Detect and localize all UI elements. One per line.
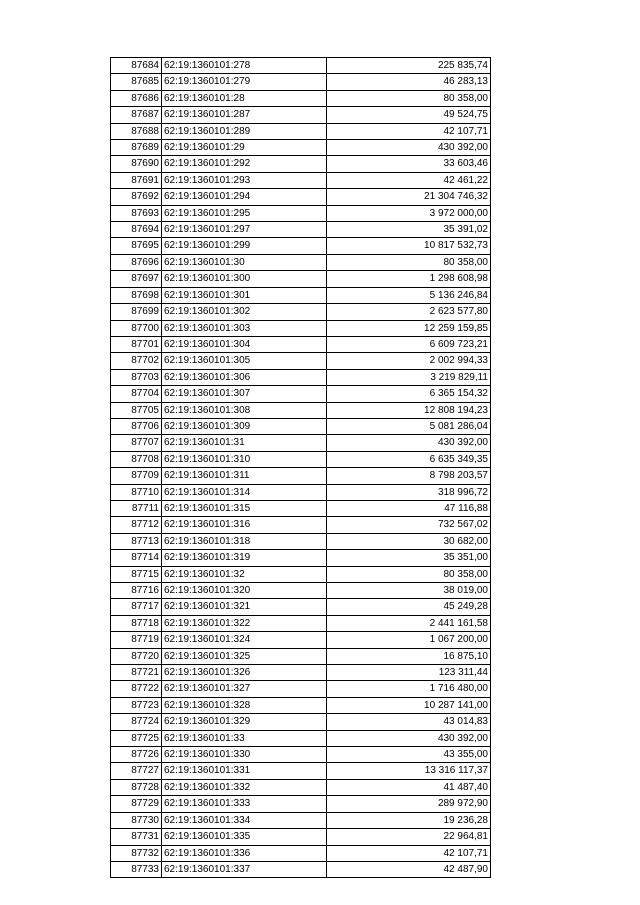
cadastral-number-cell: 62:19:1360101:319 bbox=[162, 550, 327, 566]
row-number-cell: 87711 bbox=[111, 500, 162, 516]
cadastral-value-cell: 45 249,28 bbox=[327, 599, 491, 615]
table-row bbox=[111, 140, 491, 156]
table-row bbox=[111, 747, 491, 763]
cadastral-value-cell: 430 392,00 bbox=[327, 140, 491, 156]
row-number-cell: 87686 bbox=[111, 90, 162, 106]
cadastral-number-cell: 62:19:1360101:33 bbox=[162, 730, 327, 746]
table-row bbox=[111, 779, 491, 795]
cadastral-value-cell: 47 116,88 bbox=[327, 500, 491, 516]
table-row bbox=[111, 861, 491, 877]
row-number-cell: 87717 bbox=[111, 599, 162, 615]
cadastral-value-cell: 46 283,13 bbox=[327, 74, 491, 90]
cadastral-number-cell: 62:19:1360101:279 bbox=[162, 74, 327, 90]
cadastral-number-cell: 62:19:1360101:305 bbox=[162, 353, 327, 369]
cadastral-value-cell: 8 798 203,57 bbox=[327, 468, 491, 484]
table-row bbox=[111, 254, 491, 270]
row-number-cell: 87718 bbox=[111, 615, 162, 631]
cadastral-value-cell: 1 298 608,98 bbox=[327, 271, 491, 287]
table-row bbox=[111, 271, 491, 287]
cadastral-value-cell: 38 019,00 bbox=[327, 583, 491, 599]
row-number-cell: 87695 bbox=[111, 238, 162, 254]
cadastral-value-cell: 318 996,72 bbox=[327, 484, 491, 500]
table-row bbox=[111, 714, 491, 730]
table-row bbox=[111, 205, 491, 221]
cadastral-value-cell: 3 219 829,11 bbox=[327, 369, 491, 385]
cadastral-number-cell: 62:19:1360101:308 bbox=[162, 402, 327, 418]
cadastral-number-cell: 62:19:1360101:324 bbox=[162, 632, 327, 648]
cadastral-number-cell: 62:19:1360101:329 bbox=[162, 714, 327, 730]
cadastral-number-cell: 62:19:1360101:311 bbox=[162, 468, 327, 484]
row-number-cell: 87713 bbox=[111, 533, 162, 549]
row-number-cell: 87687 bbox=[111, 107, 162, 123]
cadastral-number-cell: 62:19:1360101:307 bbox=[162, 386, 327, 402]
table-row bbox=[111, 599, 491, 615]
cadastral-value-cell: 10 817 532,73 bbox=[327, 238, 491, 254]
table-row bbox=[111, 238, 491, 254]
table-row bbox=[111, 369, 491, 385]
table-row bbox=[111, 681, 491, 697]
table-row bbox=[111, 484, 491, 500]
table-row bbox=[111, 812, 491, 828]
cadastral-value-cell: 43 355,00 bbox=[327, 747, 491, 763]
table-row bbox=[111, 222, 491, 238]
cadastral-number-cell: 62:19:1360101:31 bbox=[162, 435, 327, 451]
row-number-cell: 87689 bbox=[111, 140, 162, 156]
cadastral-number-cell: 62:19:1360101:316 bbox=[162, 517, 327, 533]
cadastral-number-cell: 62:19:1360101:322 bbox=[162, 615, 327, 631]
table-row bbox=[111, 615, 491, 631]
cadastral-value-cell: 22 964,81 bbox=[327, 829, 491, 845]
cadastral-value-cell: 35 351,00 bbox=[327, 550, 491, 566]
cadastral-value-cell: 3 972 000,00 bbox=[327, 205, 491, 221]
cadastral-number-cell: 62:19:1360101:29 bbox=[162, 140, 327, 156]
row-number-cell: 87688 bbox=[111, 123, 162, 139]
table-row bbox=[111, 156, 491, 172]
cadastral-number-cell: 62:19:1360101:337 bbox=[162, 861, 327, 877]
row-number-cell: 87697 bbox=[111, 271, 162, 287]
row-number-cell: 87729 bbox=[111, 796, 162, 812]
cadastral-value-cell: 43 014,83 bbox=[327, 714, 491, 730]
table-row bbox=[111, 648, 491, 664]
table-row bbox=[111, 665, 491, 681]
cadastral-value-cell: 33 603,46 bbox=[327, 156, 491, 172]
cadastral-value-cell: 6 365 154,32 bbox=[327, 386, 491, 402]
row-number-cell: 87705 bbox=[111, 402, 162, 418]
cadastral-value-cell: 1 716 480,00 bbox=[327, 681, 491, 697]
cadastral-number-cell: 62:19:1360101:293 bbox=[162, 172, 327, 188]
row-number-cell: 87723 bbox=[111, 697, 162, 713]
cadastral-number-cell: 62:19:1360101:287 bbox=[162, 107, 327, 123]
row-number-cell: 87706 bbox=[111, 418, 162, 434]
row-number-cell: 87725 bbox=[111, 730, 162, 746]
table-row bbox=[111, 517, 491, 533]
cadastral-value-cell: 16 875,10 bbox=[327, 648, 491, 664]
row-number-cell: 87709 bbox=[111, 468, 162, 484]
row-number-cell: 87712 bbox=[111, 517, 162, 533]
row-number-cell: 87726 bbox=[111, 747, 162, 763]
row-number-cell: 87691 bbox=[111, 172, 162, 188]
cadastral-value-cell: 12 259 159,85 bbox=[327, 320, 491, 336]
cadastral-value-cell: 5 136 246,84 bbox=[327, 287, 491, 303]
cadastral-value-cell: 6 635 349,35 bbox=[327, 451, 491, 467]
cadastral-number-cell: 62:19:1360101:300 bbox=[162, 271, 327, 287]
table-row bbox=[111, 632, 491, 648]
cadastral-value-cell: 80 358,00 bbox=[327, 254, 491, 270]
row-number-cell: 87703 bbox=[111, 369, 162, 385]
row-number-cell: 87694 bbox=[111, 222, 162, 238]
cadastral-number-cell: 62:19:1360101:336 bbox=[162, 845, 327, 861]
table-row bbox=[111, 418, 491, 434]
cadastral-number-cell: 62:19:1360101:320 bbox=[162, 583, 327, 599]
row-number-cell: 87707 bbox=[111, 435, 162, 451]
row-number-cell: 87727 bbox=[111, 763, 162, 779]
cadastral-number-cell: 62:19:1360101:32 bbox=[162, 566, 327, 582]
cadastral-number-cell: 62:19:1360101:325 bbox=[162, 648, 327, 664]
table-row bbox=[111, 107, 491, 123]
cadastral-value-cell: 2 441 161,58 bbox=[327, 615, 491, 631]
table-row bbox=[111, 500, 491, 516]
row-number-cell: 87701 bbox=[111, 336, 162, 352]
cadastral-number-cell: 62:19:1360101:332 bbox=[162, 779, 327, 795]
row-number-cell: 87710 bbox=[111, 484, 162, 500]
row-number-cell: 87699 bbox=[111, 304, 162, 320]
cadastral-number-cell: 62:19:1360101:314 bbox=[162, 484, 327, 500]
row-number-cell: 87685 bbox=[111, 74, 162, 90]
row-number-cell: 87692 bbox=[111, 189, 162, 205]
cadastral-number-cell: 62:19:1360101:302 bbox=[162, 304, 327, 320]
table-row bbox=[111, 353, 491, 369]
cadastral-number-cell: 62:19:1360101:303 bbox=[162, 320, 327, 336]
cadastral-number-cell: 62:19:1360101:292 bbox=[162, 156, 327, 172]
table-row bbox=[111, 796, 491, 812]
cadastral-value-cell: 430 392,00 bbox=[327, 435, 491, 451]
cadastral-number-cell: 62:19:1360101:289 bbox=[162, 123, 327, 139]
cadastral-number-cell: 62:19:1360101:294 bbox=[162, 189, 327, 205]
cadastral-number-cell: 62:19:1360101:309 bbox=[162, 418, 327, 434]
cadastral-value-cell: 30 682,00 bbox=[327, 533, 491, 549]
cadastral-value-cell: 12 808 194,23 bbox=[327, 402, 491, 418]
row-number-cell: 87731 bbox=[111, 829, 162, 845]
cadastral-value-cell: 19 236,28 bbox=[327, 812, 491, 828]
table-row bbox=[111, 58, 491, 74]
cadastral-value-table bbox=[110, 57, 491, 878]
cadastral-number-cell: 62:19:1360101:321 bbox=[162, 599, 327, 615]
table-row bbox=[111, 468, 491, 484]
table-row bbox=[111, 566, 491, 582]
table-row bbox=[111, 287, 491, 303]
table-row bbox=[111, 730, 491, 746]
cadastral-value-cell: 5 081 286,04 bbox=[327, 418, 491, 434]
cadastral-value-cell: 42 107,71 bbox=[327, 123, 491, 139]
row-number-cell: 87700 bbox=[111, 320, 162, 336]
row-number-cell: 87733 bbox=[111, 861, 162, 877]
cadastral-number-cell: 62:19:1360101:301 bbox=[162, 287, 327, 303]
cadastral-number-cell: 62:19:1360101:30 bbox=[162, 254, 327, 270]
cadastral-number-cell: 62:19:1360101:333 bbox=[162, 796, 327, 812]
table-row bbox=[111, 386, 491, 402]
cadastral-number-cell: 62:19:1360101:335 bbox=[162, 829, 327, 845]
cadastral-value-cell: 80 358,00 bbox=[327, 90, 491, 106]
cadastral-number-cell: 62:19:1360101:304 bbox=[162, 336, 327, 352]
row-number-cell: 87732 bbox=[111, 845, 162, 861]
row-number-cell: 87698 bbox=[111, 287, 162, 303]
cadastral-value-cell: 430 392,00 bbox=[327, 730, 491, 746]
row-number-cell: 87730 bbox=[111, 812, 162, 828]
cadastral-number-cell: 62:19:1360101:306 bbox=[162, 369, 327, 385]
cadastral-number-cell: 62:19:1360101:330 bbox=[162, 747, 327, 763]
cadastral-value-cell: 289 972,90 bbox=[327, 796, 491, 812]
cadastral-value-cell: 80 358,00 bbox=[327, 566, 491, 582]
row-number-cell: 87721 bbox=[111, 665, 162, 681]
cadastral-value-cell: 10 287 141,00 bbox=[327, 697, 491, 713]
table-row bbox=[111, 451, 491, 467]
row-number-cell: 87716 bbox=[111, 583, 162, 599]
row-number-cell: 87696 bbox=[111, 254, 162, 270]
table-row bbox=[111, 583, 491, 599]
row-number-cell: 87728 bbox=[111, 779, 162, 795]
table-row bbox=[111, 402, 491, 418]
row-number-cell: 87702 bbox=[111, 353, 162, 369]
cadastral-value-cell: 49 524,75 bbox=[327, 107, 491, 123]
cadastral-value-cell: 42 107,71 bbox=[327, 845, 491, 861]
row-number-cell: 87708 bbox=[111, 451, 162, 467]
table-row bbox=[111, 435, 491, 451]
row-number-cell: 87722 bbox=[111, 681, 162, 697]
cadastral-value-cell: 42 487,90 bbox=[327, 861, 491, 877]
table-row bbox=[111, 550, 491, 566]
cadastral-value-cell: 41 487,40 bbox=[327, 779, 491, 795]
cadastral-value-cell: 1 067 200,00 bbox=[327, 632, 491, 648]
table-row bbox=[111, 763, 491, 779]
cadastral-value-cell: 2 002 994,33 bbox=[327, 353, 491, 369]
cadastral-value-cell: 13 316 117,37 bbox=[327, 763, 491, 779]
cadastral-number-cell: 62:19:1360101:310 bbox=[162, 451, 327, 467]
cadastral-value-cell: 225 835,74 bbox=[327, 58, 491, 74]
table-row bbox=[111, 533, 491, 549]
cadastral-value-cell: 123 311,44 bbox=[327, 665, 491, 681]
row-number-cell: 87720 bbox=[111, 648, 162, 664]
row-number-cell: 87684 bbox=[111, 58, 162, 74]
table-row bbox=[111, 172, 491, 188]
cadastral-value-cell: 42 461,22 bbox=[327, 172, 491, 188]
cadastral-number-cell: 62:19:1360101:327 bbox=[162, 681, 327, 697]
table-row bbox=[111, 845, 491, 861]
row-number-cell: 87690 bbox=[111, 156, 162, 172]
row-number-cell: 87719 bbox=[111, 632, 162, 648]
row-number-cell: 87693 bbox=[111, 205, 162, 221]
cadastral-number-cell: 62:19:1360101:295 bbox=[162, 205, 327, 221]
cadastral-number-cell: 62:19:1360101:28 bbox=[162, 90, 327, 106]
table-row bbox=[111, 123, 491, 139]
row-number-cell: 87724 bbox=[111, 714, 162, 730]
cadastral-value-cell: 732 567,02 bbox=[327, 517, 491, 533]
cadastral-value-cell: 21 304 746,32 bbox=[327, 189, 491, 205]
cadastral-value-cell: 35 391,02 bbox=[327, 222, 491, 238]
row-number-cell: 87715 bbox=[111, 566, 162, 582]
cadastral-number-cell: 62:19:1360101:278 bbox=[162, 58, 327, 74]
cadastral-value-cell: 6 609 723,21 bbox=[327, 336, 491, 352]
table-row bbox=[111, 320, 491, 336]
table-row bbox=[111, 189, 491, 205]
cadastral-number-cell: 62:19:1360101:328 bbox=[162, 697, 327, 713]
table-row bbox=[111, 829, 491, 845]
row-number-cell: 87714 bbox=[111, 550, 162, 566]
cadastral-number-cell: 62:19:1360101:326 bbox=[162, 665, 327, 681]
cadastral-value-cell: 2 623 577,80 bbox=[327, 304, 491, 320]
table-row bbox=[111, 336, 491, 352]
cadastral-number-cell: 62:19:1360101:331 bbox=[162, 763, 327, 779]
cadastral-number-cell: 62:19:1360101:297 bbox=[162, 222, 327, 238]
table-row bbox=[111, 90, 491, 106]
table-row bbox=[111, 697, 491, 713]
table-body bbox=[111, 58, 491, 878]
table-row bbox=[111, 304, 491, 320]
row-number-cell: 87704 bbox=[111, 386, 162, 402]
cadastral-number-cell: 62:19:1360101:315 bbox=[162, 500, 327, 516]
cadastral-number-cell: 62:19:1360101:299 bbox=[162, 238, 327, 254]
cadastral-number-cell: 62:19:1360101:318 bbox=[162, 533, 327, 549]
table-row bbox=[111, 74, 491, 90]
cadastral-number-cell: 62:19:1360101:334 bbox=[162, 812, 327, 828]
